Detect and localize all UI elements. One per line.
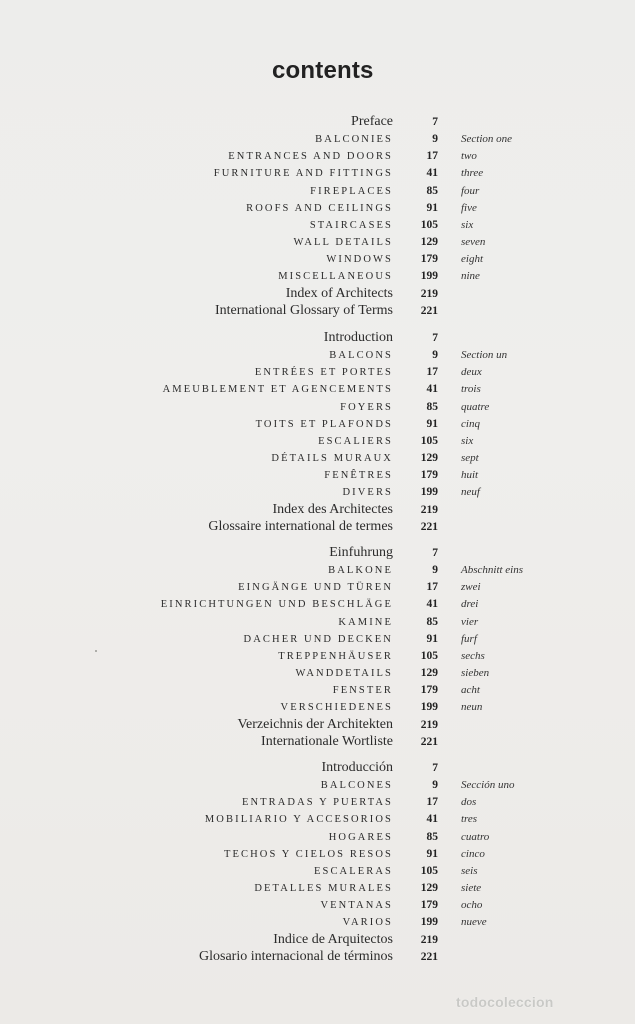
toc-entry — [0, 760, 635, 777]
toc-section-number: Section one — [461, 133, 513, 146]
toc-entry-page: 199 — [420, 486, 438, 499]
paper-speck — [95, 650, 97, 652]
toc-entry-title: WINDOWS — [326, 254, 393, 266]
toc-section-number: Section un — [461, 349, 508, 362]
toc-entry-title: VENTANAS — [320, 900, 393, 912]
toc-entry-title: FIREPLACES — [310, 185, 393, 197]
toc-entry-title: BALCONIES — [315, 134, 393, 146]
toc-entry — [0, 217, 635, 234]
toc-entry — [0, 148, 635, 165]
toc-section-number: two — [461, 150, 477, 163]
toc-entry-title: International Glossary of Terms — [215, 302, 393, 318]
toc-entry-title: EINGÄNGE UND TÜREN — [238, 582, 393, 594]
toc-entry-title: HOGARES — [328, 831, 393, 843]
toc-entry — [0, 682, 635, 699]
toc-entry — [0, 484, 635, 501]
toc-entry-page: 199 — [420, 270, 438, 283]
toc-section-number: nine — [461, 270, 480, 283]
toc-entry-page: 91 — [426, 847, 438, 860]
toc-section-number: ocho — [461, 899, 483, 912]
toc-entry — [0, 545, 635, 562]
toc-entry — [0, 631, 635, 648]
toc-section-number: five — [461, 201, 477, 214]
toc-entry — [0, 433, 635, 450]
toc-entry-page: 129 — [420, 882, 438, 895]
toc-entry-page: 17 — [426, 581, 438, 594]
toc-entry — [0, 131, 635, 148]
toc-entry-page: 105 — [420, 218, 438, 231]
toc-entry — [0, 502, 635, 519]
toc-entry-title: ENTRÉES ET PORTES — [254, 367, 393, 379]
toc-entry — [0, 880, 635, 897]
toc-entry-page: 179 — [420, 253, 438, 266]
toc-entry-page: 9 — [432, 349, 438, 362]
toc-entry-page: 41 — [426, 813, 438, 826]
toc-entry-title: Verzeichnis der Architekten — [237, 716, 393, 732]
toc-entry-page: 219 — [420, 287, 438, 300]
toc-section-number: four — [461, 184, 480, 197]
toc-entry — [0, 399, 635, 416]
toc-entry — [0, 268, 635, 285]
toc-section-number: cinco — [461, 847, 485, 860]
toc-section-number: Abschnitt eins — [461, 564, 524, 577]
toc-section-number: seven — [461, 236, 486, 249]
toc-section-number: Sección uno — [461, 779, 515, 792]
toc-entry-page: 219 — [420, 503, 438, 516]
toc-entry-page: 179 — [420, 899, 438, 912]
toc-entry-page: 199 — [420, 701, 438, 714]
toc-entry — [0, 330, 635, 347]
toc-entry-page: 221 — [420, 950, 438, 963]
toc-entry — [0, 364, 635, 381]
toc-entry-title: DÉTAILS MURAUX — [271, 453, 393, 465]
toc-section-number: zwei — [461, 581, 481, 594]
toc-entry — [0, 165, 635, 182]
toc-entry — [0, 777, 635, 794]
toc-entry — [0, 949, 635, 966]
toc-entry-page: 85 — [426, 830, 438, 843]
page-title: contents — [272, 57, 374, 84]
toc-section-number: acht — [461, 684, 480, 697]
toc-entry-title: Index des Architectes — [272, 501, 393, 517]
toc-entry — [0, 863, 635, 880]
toc-entry-page: 221 — [420, 304, 438, 317]
toc-entry — [0, 234, 635, 251]
toc-entry-title: FOYERS — [340, 401, 393, 413]
toc-section-number: siete — [461, 882, 482, 895]
toc-entry-title: VERSCHIEDENES — [280, 702, 393, 714]
toc-entry-page: 105 — [420, 864, 438, 877]
toc-entry-title: Glossaire international de termes — [208, 518, 393, 534]
toc-entry-page: 105 — [420, 649, 438, 662]
toc-entry-page: 41 — [426, 598, 438, 611]
toc-entry-title: ENTRANCES AND DOORS — [228, 151, 393, 163]
toc-entry-page: 219 — [420, 933, 438, 946]
toc-entry — [0, 811, 635, 828]
toc-entry-page: 221 — [420, 520, 438, 533]
toc-entry-title: STAIRCASES — [309, 219, 393, 231]
toc-entry-title: KAMINE — [338, 616, 393, 628]
toc-entry-page: 129 — [420, 236, 438, 249]
toc-entry-title: Einfuhrung — [329, 545, 393, 560]
toc-entry-title: Preface — [351, 114, 393, 129]
toc-entry-page: 9 — [432, 564, 438, 577]
toc-entry-title: TECHOS Y CIELOS RESOS — [223, 848, 393, 860]
toc-entry-page: 199 — [420, 916, 438, 929]
toc-entry-title: TOITS ET PLAFONDS — [255, 418, 393, 430]
toc-entry-title: MOBILIARIO Y ACCESORIOS — [204, 814, 393, 826]
toc-entry-page: 9 — [432, 779, 438, 792]
toc-section-number: eight — [461, 253, 483, 266]
toc-entry — [0, 734, 635, 751]
toc-entry-title: AMEUBLEMENT ET AGENCEMENTS — [162, 384, 393, 396]
toc-section-number: cuatro — [461, 830, 490, 843]
toc-entry — [0, 303, 635, 320]
toc-section-number: vier — [461, 615, 479, 628]
toc-entry — [0, 114, 635, 131]
toc-section-number: nueve — [461, 916, 487, 929]
toc-section-number: trois — [461, 383, 481, 396]
toc-entry-page: 17 — [426, 366, 438, 379]
toc-entry-title: Indice de Arquitectos — [273, 931, 393, 947]
toc-entry — [0, 846, 635, 863]
toc-entry-page: 7 — [432, 332, 438, 344]
toc-section-number: six — [461, 434, 474, 447]
toc-entry-title: DETALLES MURALES — [254, 883, 393, 895]
toc-entry — [0, 381, 635, 398]
toc-entry-title: BALKONE — [328, 565, 393, 577]
toc-entry-page: 179 — [420, 469, 438, 482]
toc-entry-page: 219 — [420, 718, 438, 731]
toc-entry — [0, 183, 635, 200]
toc-entry-page: 7 — [432, 762, 438, 774]
toc-entry-title: Internationale Wortliste — [261, 733, 393, 749]
toc-entry-title: DIVERS — [342, 487, 393, 499]
toc-section-number: neun — [461, 701, 483, 714]
toc-entry — [0, 932, 635, 949]
toc-entry-page: 7 — [432, 547, 438, 559]
toc-section-number: seis — [461, 864, 478, 877]
toc-entry — [0, 699, 635, 716]
toc-entry — [0, 200, 635, 217]
toc-entry — [0, 665, 635, 682]
toc-entry-title: FENSTER — [332, 685, 393, 697]
watermark: todocoleccion — [456, 994, 554, 1010]
toc-entry-title: ENTRADAS Y PUERTAS — [241, 797, 393, 809]
toc-entry — [0, 416, 635, 433]
toc-section-number: huit — [461, 469, 479, 482]
toc-entry-title: FENÊTRES — [324, 470, 393, 482]
toc-entry-page: 85 — [426, 615, 438, 628]
toc-entry — [0, 579, 635, 596]
toc-entry-title: WALL DETAILS — [293, 237, 393, 249]
toc-entry — [0, 596, 635, 613]
toc-entry-title: Glosario internacional de términos — [199, 948, 393, 964]
toc-section-number: furf — [461, 632, 477, 645]
toc-entry — [0, 467, 635, 484]
toc-entry — [0, 519, 635, 536]
toc-entry-title: ESCALIERS — [318, 435, 393, 447]
toc-entry-page: 91 — [426, 632, 438, 645]
toc-section-number: deux — [461, 366, 482, 379]
toc-section-number: cinq — [461, 417, 480, 430]
toc-entry-page: 41 — [426, 167, 438, 180]
toc-entry-page: 129 — [420, 452, 438, 465]
toc-entry-page: 85 — [426, 184, 438, 197]
toc-section-number: six — [461, 218, 474, 231]
toc-entry-title: TREPPENHÄUSER — [278, 650, 393, 662]
toc-entry — [0, 286, 635, 303]
toc-entry-page: 91 — [426, 417, 438, 430]
toc-entry — [0, 717, 635, 734]
toc-section-number: sieben — [461, 667, 490, 680]
toc-entry — [0, 794, 635, 811]
toc-entry-title: EINRICHTUNGEN UND BESCHLÄGE — [160, 599, 393, 611]
toc-entry — [0, 829, 635, 846]
toc-section-number: tres — [461, 813, 478, 826]
toc-entry-page: 9 — [432, 133, 438, 146]
toc-entry-page: 179 — [420, 684, 438, 697]
toc-entry-title: ROOFS AND CEILINGS — [246, 202, 393, 214]
toc-entry — [0, 562, 635, 579]
toc-section-number: neuf — [461, 486, 480, 499]
toc-entry — [0, 450, 635, 467]
toc-entry — [0, 347, 635, 364]
toc-section-number: sechs — [461, 649, 485, 662]
toc-entry — [0, 897, 635, 914]
toc-entry-page: 85 — [426, 400, 438, 413]
toc-section-number: sept — [461, 452, 479, 465]
toc-entry-page: 17 — [426, 796, 438, 809]
toc-entry-title: FURNITURE AND FITTINGS — [213, 168, 393, 180]
toc-section-number: dos — [461, 796, 477, 809]
toc-entry-title: ESCALERAS — [314, 865, 393, 877]
toc-entry-title: DACHER UND DECKEN — [243, 633, 393, 645]
toc-entry — [0, 914, 635, 931]
toc-entry-page: 17 — [426, 150, 438, 163]
toc-entry-title: WANDDETAILS — [295, 668, 393, 680]
toc-section-number: three — [461, 167, 484, 180]
toc-entry-page: 41 — [426, 383, 438, 396]
toc-entry — [0, 614, 635, 631]
toc-entry — [0, 251, 635, 268]
toc-entry-title: BALCONS — [329, 350, 393, 362]
toc-entry-title: MISCELLANEOUS — [278, 271, 393, 283]
toc-entry-title: Introducción — [321, 760, 393, 775]
toc-entry-page: 129 — [420, 667, 438, 680]
toc-entry-title: BALCONES — [320, 780, 393, 792]
toc-entry-title: Introduction — [323, 330, 393, 345]
toc-section-number: drei — [461, 598, 479, 611]
toc-entry-page: 221 — [420, 735, 438, 748]
toc-entry-page: 7 — [432, 116, 438, 128]
toc-entry-title: Index of Architects — [285, 285, 393, 301]
toc-entry-title: VARIOS — [342, 917, 393, 929]
toc-entry-page: 91 — [426, 201, 438, 214]
toc-entry-page: 105 — [420, 434, 438, 447]
toc-section-number: quatre — [461, 400, 490, 413]
